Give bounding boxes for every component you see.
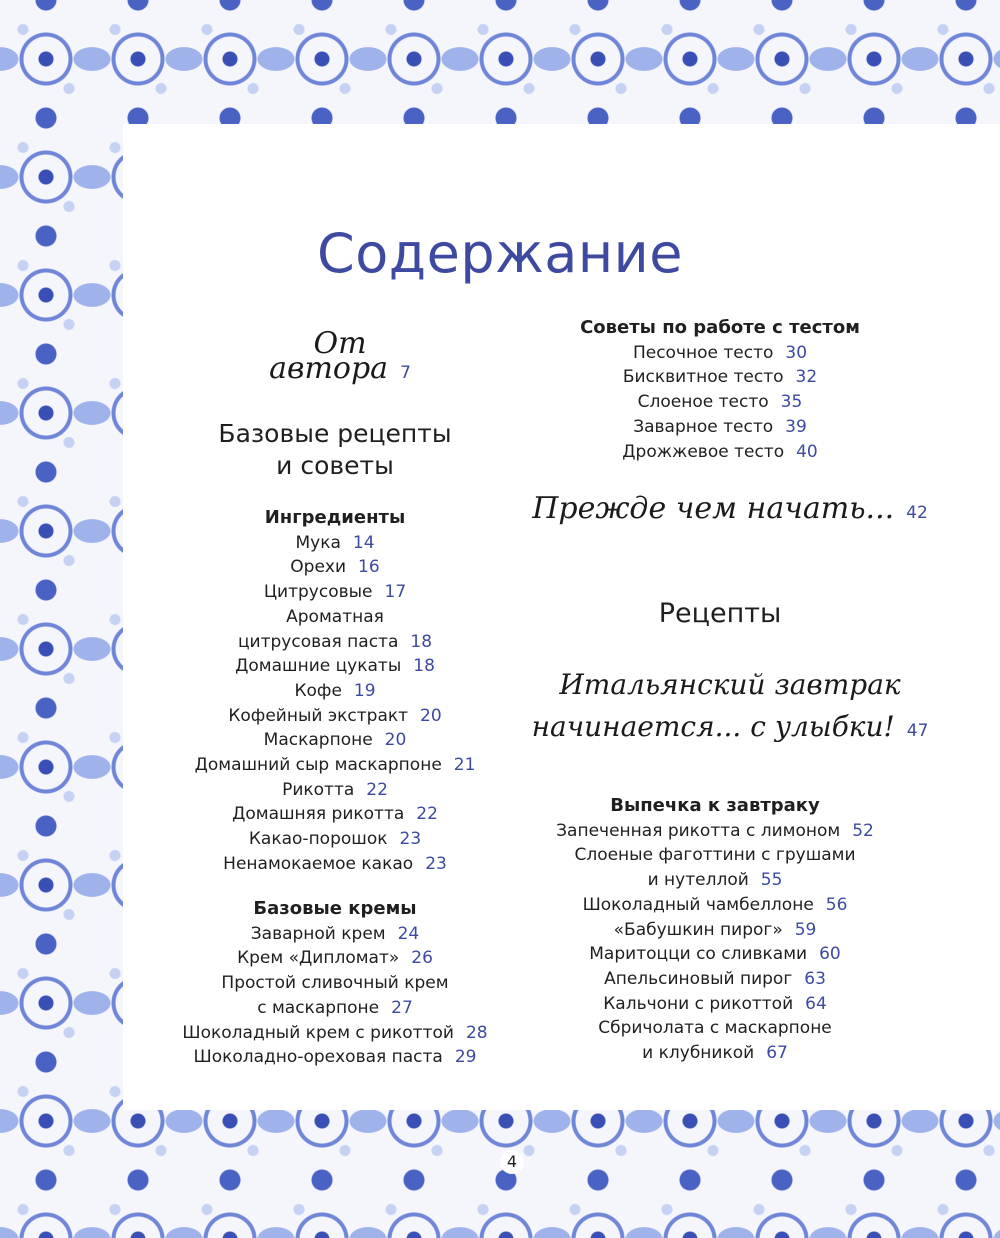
toc-list-creams (150, 897, 520, 1070)
page-title: Содержание (317, 222, 683, 286)
toc-entry-page: 20 (420, 705, 442, 726)
toc-entry-page: 18 (410, 631, 433, 652)
toc-entry-page: 55 (760, 870, 783, 891)
toc-entry[interactable] (150, 778, 520, 803)
toc-entry[interactable] (150, 728, 520, 753)
toc-entry[interactable] (150, 555, 520, 580)
toc-entry[interactable] (540, 365, 900, 390)
toc-entry[interactable] (540, 415, 900, 440)
toc-entry-page: 22 (416, 804, 438, 825)
toc-entry[interactable] (530, 819, 900, 844)
toc-entry-label: Домашняя рикотта (232, 804, 405, 825)
toc-entry-before-start[interactable] (530, 491, 930, 526)
toc-entry[interactable] (150, 827, 520, 852)
toc-entry-page: 22 (366, 779, 388, 800)
subsection-heading: Выпечка к завтраку (610, 795, 820, 816)
toc-entry-page: 59 (794, 919, 817, 940)
toc-entry-page: 63 (804, 968, 826, 989)
toc-entry-label: Песочное тесто (632, 342, 774, 363)
toc-entry[interactable] (150, 996, 520, 1021)
toc-entry[interactable] (150, 1045, 520, 1070)
toc-entry[interactable] (530, 918, 900, 943)
toc-entry-label: цитрусовая паста (237, 631, 399, 652)
toc-entry[interactable] (530, 1016, 900, 1041)
toc-entry[interactable] (150, 605, 520, 630)
toc-entry[interactable] (150, 704, 520, 729)
toc-entry-page: 35 (780, 392, 803, 413)
toc-entry-author[interactable] (240, 326, 440, 386)
toc-entry-label: Шоколадно-ореховая паста (193, 1047, 443, 1068)
toc-entry-label: Цитрусовые (263, 582, 373, 603)
toc-entry-page: 14 (352, 532, 375, 553)
toc-entry-page: 56 (825, 894, 848, 915)
toc-entry-page: 26 (411, 948, 433, 969)
toc-entry-label: Ненамокаемое какао (223, 853, 414, 874)
toc-entry-label: Кальчони с рикоттой (603, 993, 794, 1014)
toc-entry-page: 40 (796, 441, 818, 462)
toc-entry[interactable] (530, 1041, 900, 1066)
toc-entry[interactable] (150, 654, 520, 679)
toc-entry-label: От автора (269, 326, 389, 386)
toc-entry-label: Домашний сыр маскарпоне (194, 755, 442, 776)
subsection-heading: Ингредиенты (264, 507, 406, 528)
toc-entry[interactable] (150, 946, 520, 971)
toc-entry-label: Рикотта (282, 779, 355, 800)
toc-entry[interactable] (540, 341, 900, 366)
toc-entry-page: 32 (795, 367, 818, 388)
toc-entry-label: и нутеллой (647, 870, 749, 891)
subsection-heading: Советы по работе с тестом (580, 317, 860, 338)
toc-entry-label: Ароматная (286, 606, 384, 627)
toc-entry-label: Крем «Дипломат» (237, 948, 400, 969)
toc-entry-page: 39 (785, 416, 807, 437)
toc-entry-page: 52 (852, 820, 874, 841)
toc-entry-page: 67 (766, 1043, 788, 1064)
toc-entry-label-line2: начинается... с улыбки! (531, 710, 895, 743)
toc-entry[interactable] (150, 971, 520, 996)
subsection-heading: Базовые кремы (253, 898, 417, 919)
toc-entry[interactable] (150, 679, 520, 704)
toc-entry-page: 18 (413, 656, 435, 677)
section-title-line1: Базовые рецепты (218, 419, 452, 448)
toc-entry-label: Апельсиновый пирог (604, 968, 793, 989)
toc-entry-label: и клубникой (642, 1043, 755, 1064)
toc-entry[interactable] (150, 531, 520, 556)
toc-entry-page: 42 (906, 503, 928, 523)
toc-entry-label: Слоеные фаготтини с грушами (574, 845, 856, 866)
toc-entry-label: «Бабушкин пирог» (613, 919, 783, 940)
section-base-recipes (160, 418, 510, 482)
toc-entry[interactable] (540, 390, 900, 415)
toc-entry-label: Домашние цукаты (235, 656, 402, 677)
toc-entry[interactable] (150, 753, 520, 778)
toc-list-pastry (530, 794, 900, 1066)
toc-entry-breakfast-intro[interactable] (530, 664, 930, 752)
toc-entry[interactable] (150, 852, 520, 877)
toc-entry-label: Орехи (290, 557, 347, 578)
toc-entry-label: Шоколадный крем с рикоттой (182, 1022, 454, 1043)
toc-list-dough (540, 316, 900, 464)
toc-entry-label: Заварной крем (250, 923, 386, 944)
toc-list-ingredients (150, 506, 520, 877)
toc-entry[interactable] (530, 893, 900, 918)
toc-entry-page: 20 (384, 730, 407, 751)
toc-entry-page: 60 (819, 944, 841, 965)
toc-entry-page: 19 (353, 680, 376, 701)
toc-entry-page: 17 (384, 582, 407, 603)
toc-entry-label: Шоколадный чамбеллоне (582, 894, 814, 915)
toc-entry-page: 24 (397, 923, 420, 944)
toc-entry-label: Какао-порошок (248, 829, 388, 850)
toc-entry[interactable] (150, 802, 520, 827)
toc-entry[interactable] (530, 843, 900, 868)
page-number: 4 (500, 1150, 524, 1174)
toc-entry[interactable] (530, 942, 900, 967)
toc-entry-label: Кофе (294, 680, 342, 701)
toc-entry-label: Простой сливочный крем (221, 973, 449, 994)
toc-entry-label: Маскарпоне (263, 730, 373, 751)
toc-entry-page: 23 (425, 853, 447, 874)
toc-entry-label: Сбричолата с маскарпоне (598, 1018, 832, 1039)
toc-entry-label: Бисквитное тесто (622, 367, 784, 388)
toc-entry-label: Маритоцци со сливками (589, 944, 808, 965)
toc-entry[interactable] (150, 1021, 520, 1046)
toc-entry[interactable] (150, 630, 520, 655)
toc-entry-label: Прежде чем начать... (532, 491, 895, 526)
toc-entry[interactable] (530, 992, 900, 1017)
section-title-line2: и советы (276, 451, 394, 480)
toc-entry-page: 64 (805, 993, 827, 1014)
toc-entry-page: 16 (358, 557, 380, 578)
toc-entry-page: 29 (454, 1047, 477, 1068)
toc-entry[interactable] (540, 440, 900, 465)
toc-entry-label: с маскарпоне (257, 997, 380, 1018)
toc-entry[interactable] (150, 922, 520, 947)
toc-entry[interactable] (530, 868, 900, 893)
toc-entry-label: Мука (295, 532, 341, 553)
toc-entry-page: 7 (400, 362, 411, 383)
toc-entry-label: Дрожжевое тесто (622, 441, 785, 462)
toc-entry-page: 28 (465, 1022, 488, 1043)
toc-entry-label: Заварное тесто (633, 416, 774, 437)
toc-entry-label: Кофейный экстракт (228, 705, 409, 726)
toc-entry-page: 23 (399, 829, 422, 850)
toc-entry-page: 21 (453, 755, 476, 776)
toc-entry-label: Запеченная рикотта с лимоном (556, 820, 841, 841)
toc-entry[interactable] (150, 580, 520, 605)
toc-entry-label: Слоеное тесто (637, 392, 769, 413)
toc-entry[interactable] (530, 967, 900, 992)
toc-entry-page: 30 (785, 342, 808, 363)
toc-entry-page: 47 (906, 721, 929, 741)
toc-entry-label-line1: Итальянский завтрак (559, 668, 901, 701)
toc-entry-page: 27 (391, 997, 413, 1018)
section-title-recipes: Рецепты (658, 598, 782, 629)
